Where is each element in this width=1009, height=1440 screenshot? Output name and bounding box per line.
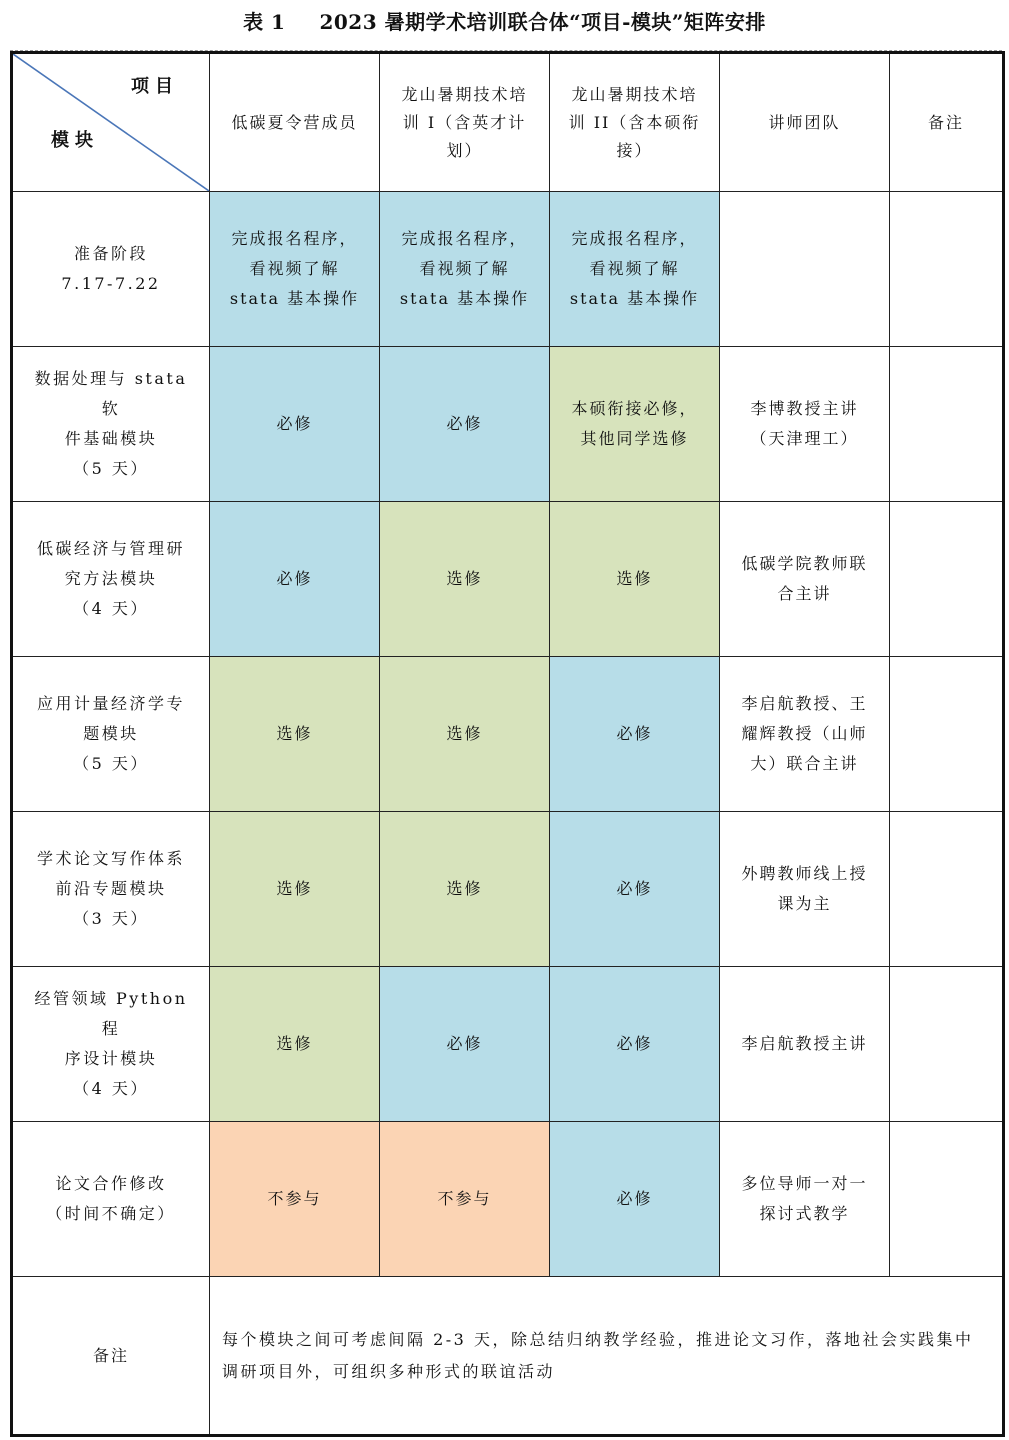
requirement-cell bbox=[210, 347, 380, 502]
requirement-cell bbox=[550, 192, 720, 347]
diagonal-line bbox=[13, 54, 209, 191]
header-longshan-training-1 bbox=[380, 53, 550, 192]
requirement-cell bbox=[210, 812, 380, 967]
cell-text-line: 论文合作修改 bbox=[55, 1174, 167, 1193]
cell-text-line: 选修 bbox=[446, 879, 483, 898]
module-name-cell bbox=[12, 502, 210, 657]
module-name-cell bbox=[12, 657, 210, 812]
cell-text-line: 看视频了解 bbox=[419, 259, 510, 278]
cell-text-line: 必修 bbox=[276, 414, 313, 433]
module-name-cell bbox=[12, 967, 210, 1122]
cell-text-line: 李博教授主讲 bbox=[750, 399, 859, 418]
cell-text-line: 看视频了解 bbox=[249, 259, 340, 278]
remarks-cell bbox=[890, 967, 1004, 1122]
cell-text-line: 必修 bbox=[616, 1189, 653, 1208]
cell-text-line: （天津理工） bbox=[750, 429, 859, 448]
cell-text-line: 合主讲 bbox=[777, 584, 832, 603]
requirement-cell bbox=[210, 657, 380, 812]
cell-text-line: 必修 bbox=[616, 879, 653, 898]
table-row bbox=[12, 967, 1004, 1122]
cell-text-line: 完成报名程序， bbox=[571, 229, 698, 248]
cell-text-line: 必修 bbox=[446, 1034, 483, 1053]
module-name-cell bbox=[12, 347, 210, 502]
lecturer-cell bbox=[720, 192, 890, 347]
remarks-cell bbox=[890, 657, 1004, 812]
header-low-carbon-camp bbox=[210, 53, 380, 192]
cell-text-line: 必修 bbox=[446, 414, 483, 433]
cell-text-line: 其他同学选修 bbox=[580, 429, 689, 448]
cell-text-line: 选修 bbox=[276, 879, 313, 898]
cell-text-line: 7.17-7.22 bbox=[61, 274, 161, 293]
cell-text-line: 划） bbox=[446, 140, 483, 160]
module-name-cell bbox=[12, 1122, 210, 1277]
cell-text-line: 训 II（含本硕衔 bbox=[568, 112, 701, 132]
cell-text-line: 完成报名程序， bbox=[231, 229, 358, 248]
cell-text-line: 看视频了解 bbox=[589, 259, 680, 278]
cell-text-line: 题模块 bbox=[83, 724, 139, 743]
cell-text-line: 选修 bbox=[616, 569, 653, 588]
cell-text-line: 选修 bbox=[446, 569, 483, 588]
corner-header-cell bbox=[12, 53, 210, 192]
cell-text-line: （4 天） bbox=[73, 1079, 149, 1098]
header-row bbox=[12, 53, 1004, 192]
cell-text-line: 训 I（含英才计 bbox=[402, 112, 527, 132]
lecturer-cell bbox=[720, 347, 890, 502]
cell-text-line: 低碳学院教师联 bbox=[741, 554, 868, 573]
cell-text-line: 龙山暑期技术培 bbox=[401, 84, 528, 104]
remarks-cell bbox=[890, 1122, 1004, 1277]
requirement-cell bbox=[380, 192, 550, 347]
cell-text-line: 应用计量经济学专 bbox=[36, 694, 185, 713]
cell-text-line: 选修 bbox=[276, 724, 313, 743]
header-remarks bbox=[890, 53, 1004, 192]
cell-text-line: （时间不确定） bbox=[46, 1204, 176, 1223]
table-row bbox=[12, 347, 1004, 502]
corner-project-label: 项目 bbox=[131, 76, 179, 97]
table-row bbox=[12, 812, 1004, 967]
cell-text-line: （5 天） bbox=[73, 459, 149, 478]
cell-text-line: 序设计模块 bbox=[64, 1049, 158, 1068]
header-longshan-training-2 bbox=[550, 53, 720, 192]
note-label: 备注 bbox=[92, 1345, 129, 1365]
cell-text-line: 接） bbox=[616, 140, 653, 160]
requirement-cell bbox=[380, 1122, 550, 1277]
lecturer-cell bbox=[720, 967, 890, 1122]
cell-text-line: 探讨式教学 bbox=[759, 1204, 850, 1223]
lecturer-cell bbox=[720, 812, 890, 967]
requirement-cell bbox=[210, 1122, 380, 1277]
cell-text-line: 多位导师一对一 bbox=[741, 1174, 868, 1193]
requirement-cell bbox=[210, 502, 380, 657]
cell-text-line: 耀辉教授（山师 bbox=[741, 724, 868, 743]
requirement-cell bbox=[210, 967, 380, 1122]
cell-text-line: 课为主 bbox=[777, 894, 832, 913]
note-text-cell bbox=[210, 1277, 1004, 1436]
cell-text-line: 必修 bbox=[616, 724, 653, 743]
note-label-cell bbox=[12, 1277, 210, 1436]
requirement-cell bbox=[550, 502, 720, 657]
cell-text-line: 外聘教师线上授 bbox=[741, 864, 868, 883]
cell-text-line: 必修 bbox=[616, 1034, 653, 1053]
cell-text-line: stata 基本操作 bbox=[569, 289, 700, 308]
lecturer-cell bbox=[720, 657, 890, 812]
requirement-cell bbox=[550, 967, 720, 1122]
requirement-cell bbox=[210, 192, 380, 347]
cell-text-line: 李启航教授主讲 bbox=[741, 1034, 868, 1053]
cell-text-line: 选修 bbox=[276, 1034, 313, 1053]
note-text: 每个模块之间可考虑间隔 2-3 天，除总结归纳教学经验，推进论文习作，落地社会实践集中调研项目外，可组织多种形式的联谊活动 bbox=[222, 1329, 974, 1381]
note-row bbox=[12, 1277, 1004, 1436]
cell-text-line: 不参与 bbox=[437, 1189, 492, 1208]
cell-text-line: （4 天） bbox=[73, 599, 149, 618]
cell-text-line: 不参与 bbox=[267, 1189, 322, 1208]
cell-text-line: 低碳经济与管理研 bbox=[36, 539, 185, 558]
module-name-cell bbox=[12, 812, 210, 967]
cell-text-line: 大）联合主讲 bbox=[750, 754, 859, 773]
requirement-cell bbox=[380, 657, 550, 812]
cell-text-line: 数据处理与 stata 软 bbox=[34, 369, 188, 418]
requirement-cell bbox=[380, 812, 550, 967]
requirement-cell bbox=[380, 347, 550, 502]
lecturer-cell bbox=[720, 502, 890, 657]
table-row bbox=[12, 192, 1004, 347]
corner-module-label: 模块 bbox=[51, 130, 99, 151]
cell-text-line: （5 天） bbox=[73, 754, 149, 773]
cell-text-line: 件基础模块 bbox=[64, 429, 158, 448]
cell-text-line: 必修 bbox=[276, 569, 313, 588]
lecturer-cell bbox=[720, 1122, 890, 1277]
cell-text-line: 选修 bbox=[446, 724, 483, 743]
cell-text-line: 究方法模块 bbox=[64, 569, 158, 588]
cell-text-line: （3 天） bbox=[73, 909, 149, 928]
table-title: 2023 暑期学术培训联合体“项目-模块”矩阵安排 bbox=[319, 10, 766, 34]
requirement-cell bbox=[550, 812, 720, 967]
cell-text-line: 备注 bbox=[927, 112, 964, 132]
requirement-cell bbox=[550, 347, 720, 502]
cell-text-line: 低碳夏令营成员 bbox=[231, 112, 358, 132]
project-module-matrix bbox=[10, 51, 1005, 1437]
cell-text-line: 学术论文写作体系 bbox=[36, 849, 185, 868]
table-number: 表 1 bbox=[243, 10, 286, 34]
requirement-cell bbox=[550, 1122, 720, 1277]
cell-text-line: stata 基本操作 bbox=[399, 289, 530, 308]
remarks-cell bbox=[890, 812, 1004, 967]
cell-text-line: 龙山暑期技术培 bbox=[571, 84, 698, 104]
cell-text-line: stata 基本操作 bbox=[229, 289, 360, 308]
cell-text-line: 准备阶段 bbox=[73, 244, 148, 263]
table-row bbox=[12, 657, 1004, 812]
table-row bbox=[12, 502, 1004, 657]
requirement-cell bbox=[550, 657, 720, 812]
requirement-cell bbox=[380, 967, 550, 1122]
cell-text-line: 李启航教授、王 bbox=[741, 694, 868, 713]
table-caption bbox=[0, 6, 1009, 35]
cell-text-line: 本硕衔接必修， bbox=[571, 399, 698, 418]
module-name-cell bbox=[12, 192, 210, 347]
cell-text-line: 完成报名程序， bbox=[401, 229, 528, 248]
remarks-cell bbox=[890, 347, 1004, 502]
remarks-cell bbox=[890, 192, 1004, 347]
matrix-table-container bbox=[10, 50, 1002, 1438]
cell-text-line: 讲师团队 bbox=[768, 112, 841, 132]
remarks-cell bbox=[890, 502, 1004, 657]
requirement-cell bbox=[380, 502, 550, 657]
header-lecturer-team bbox=[720, 53, 890, 192]
cell-text-line: 经管领域 Python 程 bbox=[34, 989, 188, 1038]
table-row bbox=[12, 1122, 1004, 1277]
cell-text-line: 前沿专题模块 bbox=[55, 879, 167, 898]
